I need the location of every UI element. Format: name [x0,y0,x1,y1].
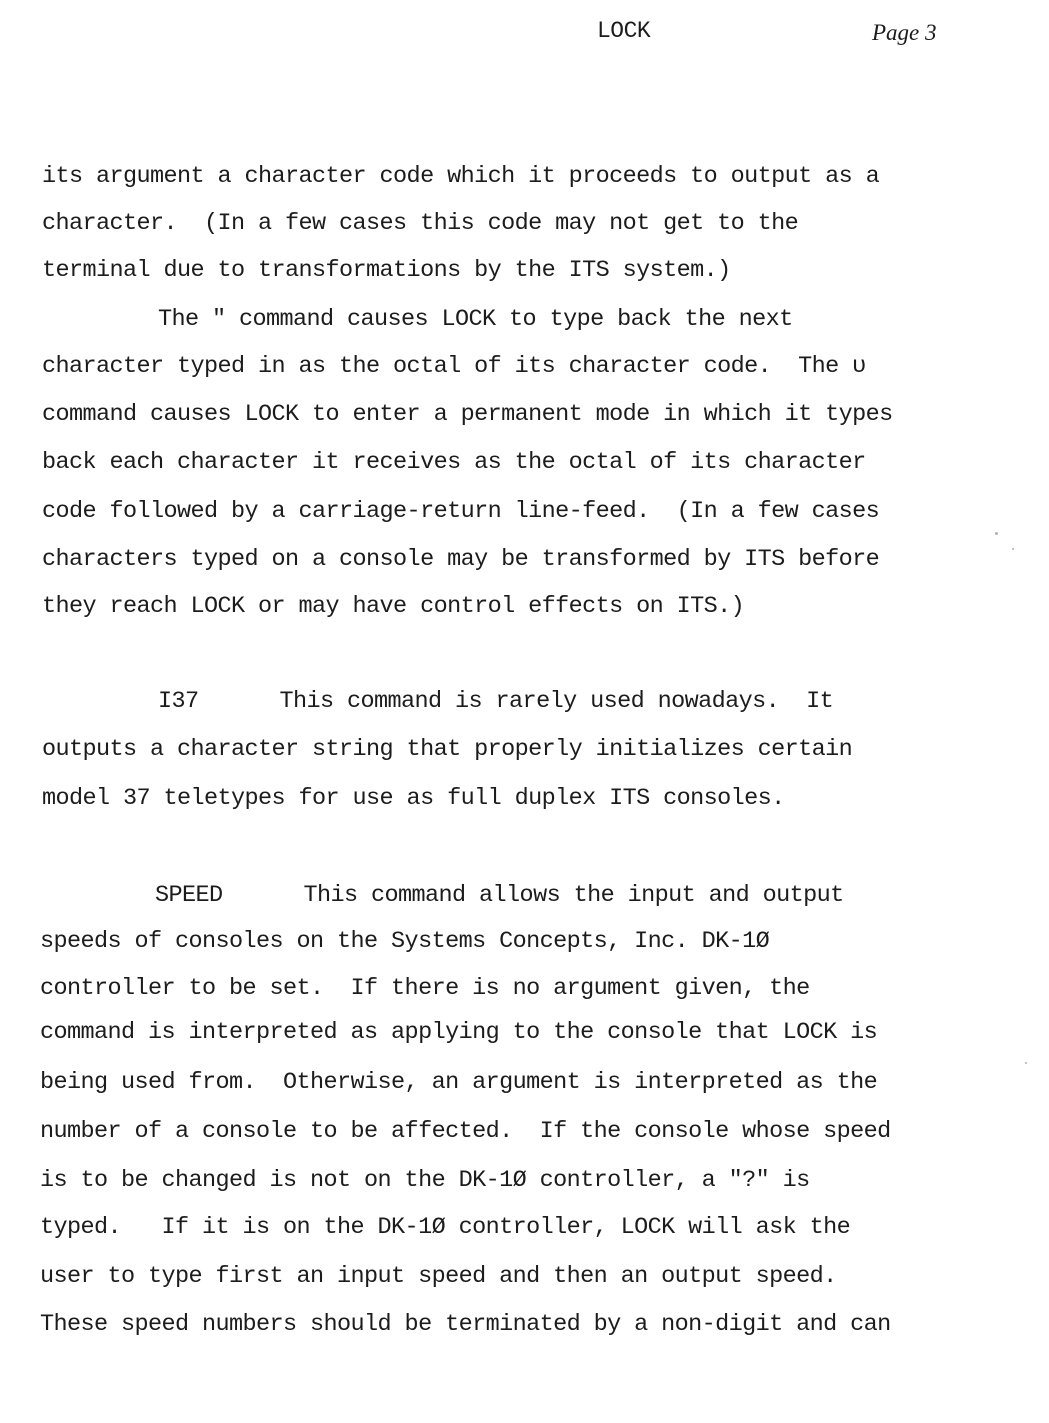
page-number: Page 3 [872,20,937,45]
text-line: character typed in as the octal of its character code. The υ [42,353,866,380]
text-line: I37 This command is rarely used nowadays. It [158,688,834,715]
text-line: The " command causes LOCK to type back the next [158,306,793,333]
text-line: being used from. Otherwise, an argument is interpreted as the [40,1069,878,1096]
text-line: controller to be set. If there is no argument given, the [40,975,810,1002]
text-line: outputs a character string that properly initializes certain [42,736,853,763]
text-line: character. (In a few cases this code may not get to the [42,210,799,237]
text-line: back each character it receives as the octal of its character [42,449,866,476]
text-line: model 37 teletypes for use as full duplex ITS consoles. [42,785,785,812]
text-line: terminal due to transformations by the ITS system.) [42,257,731,284]
running-header-title: LOCK [597,18,651,44]
text-line: its argument a character code which it proceeds to output as a [42,163,880,190]
text-line: is to be changed is not on the DK-1Ø controller, a "?" is [40,1167,810,1194]
text-line: they reach LOCK or may have control effects on ITS.) [42,593,745,620]
text-line: typed. If it is on the DK-1Ø controller, LOCK will ask the [40,1214,851,1241]
text-line: number of a console to be affected. If the console whose speed [40,1118,891,1145]
text-line: code followed by a carriage-return line-feed. (In a few cases [42,498,880,525]
text-line: characters typed on a console may be transformed by ITS before [42,546,880,573]
scan-speck [1012,548,1014,550]
scan-speck [995,532,998,535]
text-line: command causes LOCK to enter a permanent mode in which it types [42,401,893,428]
text-line: These speed numbers should be terminated by a non-digit and can [40,1311,891,1338]
text-line: user to type first an input speed and then an output speed. [40,1263,837,1290]
text-line: SPEED This command allows the input and output [155,882,844,909]
text-line: command is interpreted as applying to the console that LOCK is [40,1019,878,1046]
scan-speck [1025,1062,1027,1064]
text-line: speeds of consoles on the Systems Concepts, Inc. DK-1Ø [40,928,770,955]
